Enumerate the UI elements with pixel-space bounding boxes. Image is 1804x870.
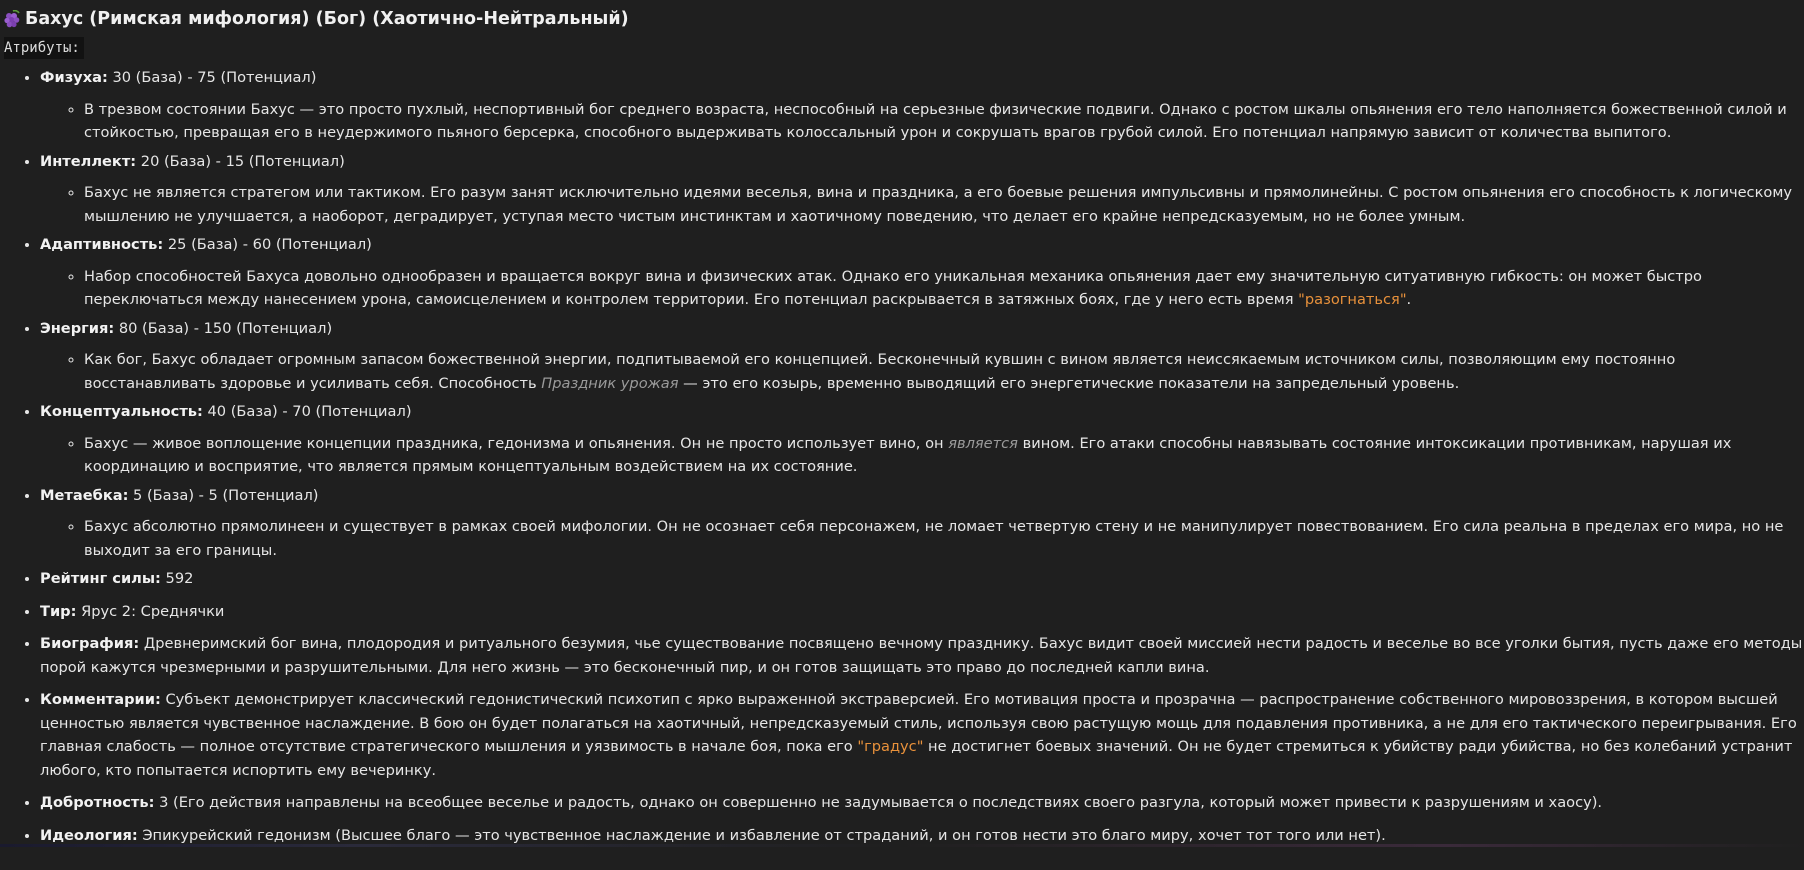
field-name: Комментарии: bbox=[40, 691, 161, 708]
field-value: 3 (Его действия направлены на всеобщее веселье и радость, однако он совершенно не задумывается о последствиях своего разгула, который может привести к разрушениям и хаосу). bbox=[159, 794, 1603, 811]
field-name: Рейтинг силы: bbox=[40, 570, 161, 587]
grapes-icon bbox=[4, 10, 21, 29]
attribute-physique bbox=[40, 66, 1804, 145]
highlight-text: "градус" bbox=[857, 738, 924, 755]
attributes-label: Атрибуты: bbox=[4, 37, 84, 59]
highlight-text: "разогнаться" bbox=[1298, 291, 1407, 308]
field-name: Добротность: bbox=[40, 794, 155, 811]
field-value: Ярус 2: Среднячки bbox=[81, 602, 225, 620]
attribute-value: 80 (База) - 150 (Потенциал) bbox=[118, 319, 333, 337]
emphasis-text: Праздник урожая bbox=[541, 374, 679, 392]
attribute-intellect bbox=[40, 150, 1804, 229]
attribute-name: Метаебка: bbox=[40, 486, 129, 504]
attribute-value: 40 (База) - 70 (Потенциал) bbox=[207, 403, 412, 420]
attribute-description: ◦ Бахус не является стратегом или тактиком. Его разум занят исключительно идеями веселья, вина и праздника, а его боевые решения импульсивны и прямолинейны. С ростом опьянения его способность к логическому мышлению не улучшается, а наоборот, деградирует, уступая место чистым инстинктам и хаотичному поведению, что делает его крайне непредсказуемым, но не более умным. bbox=[84, 181, 1804, 228]
attributes-list bbox=[4, 66, 1804, 847]
title-text: Бахус (Римская мифология) (Бог) (Хаотично-Нейтральный) bbox=[25, 9, 629, 29]
attribute-name: Концептуальность: bbox=[40, 403, 203, 420]
attribute-description: ◦ Бахус абсолютно прямолинеен и существует в рамках своей мифологии. Он не осознает себя персонажем, не ломает четвертую стену и не манипулирует повествованием. Его сила реальна в пределах его мира, но не выходит за его границы. bbox=[84, 515, 1804, 562]
emphasis-text: является bbox=[948, 434, 1018, 452]
field-name: Идеология: bbox=[40, 826, 138, 844]
attribute-conceptuality bbox=[40, 400, 1804, 479]
attribute-value: 30 (База) - 75 (Потенциал) bbox=[112, 69, 317, 86]
attribute-name: Интеллект: bbox=[40, 152, 137, 170]
attribute-value: 20 (База) - 15 (Потенциал) bbox=[140, 152, 345, 170]
attribute-adaptivity bbox=[40, 233, 1804, 312]
field-value: Древнеримский бог вина, плодородия и ритуального безумия, чье существование посвящено вечному празднику. Бахус видит своей миссией нести радость и веселье во все уголки бытия, пусть даже его методы порой кажутся чрезмерными и разрушительными. Для него жизнь — это бесконечный пир, и он готов защищать это право до последней капли вина. bbox=[40, 635, 1803, 676]
power-rating bbox=[40, 567, 1804, 591]
attribute-energy bbox=[40, 317, 1804, 396]
field-name: Тир: bbox=[40, 602, 77, 620]
field-value: Эпикурейский гедонизм (Высшее благо — это чувственное наслаждение и избавление от страданий, и он готов нести это благо миру, хочет тот того или нет). bbox=[142, 826, 1386, 844]
attribute-name: Физуха: bbox=[40, 69, 108, 86]
attribute-value: 25 (База) - 60 (Потенциал) bbox=[167, 236, 372, 253]
attribute-value: 5 (База) - 5 (Потенциал) bbox=[133, 486, 319, 504]
field-value: 592 bbox=[165, 570, 194, 587]
attribute-description: ◦ Бахус — живое воплощение концепции праздника, гедонизма и опьянения. Он не просто использует вино, он является вином. Его атаки способны навязывать состояние интоксикации противникам, нарушая их координацию и восприятие, что является прямым концептуальным воздействием на их состояние. bbox=[84, 432, 1804, 479]
bottom-divider bbox=[0, 844, 1804, 847]
tier bbox=[40, 600, 1804, 624]
attribute-meta bbox=[40, 484, 1804, 563]
attribute-description: ◦ Как бог, Бахус обладает огромным запасом божественной энергии, подпитываемой его концепцией. Бесконечный кувшин с вином является неиссякаемым источником силы, позволяющим ему постоянно восстанавливать здоровье и усиливать себя. Способность Праздник урожая — это его козырь, временно выводящий его энергетические показатели на запредельный уровень. bbox=[84, 348, 1804, 395]
attribute-name: Адаптивность: bbox=[40, 236, 164, 253]
comments: • Комментарии: Субъект демонстрирует классический гедонистический психотип с ярко выраженной экстраверсией. Его мотивация проста и прозрачна — распространение собственного мировоззрения, в котором высшей ценностью является чувственное наслаждение. В бою он будет полагаться на хаотичный, непредсказуемый стиль, используя свою растущую мощь для подавления противника, а не для его тактического переигрывания. Его главная слабость — полное отсутствие стратегического мышления и уязвимость в начале боя, пока его "градус" не достигнет боевых значений. Он не будет стремиться к убийству ради убийства, но без колебаний устранит любого, кто попытается испортить ему вечеринку. bbox=[40, 688, 1804, 782]
attribute-description: ◦ В трезвом состоянии Бахус — это просто пухлый, неспортивный бог среднего возраста, неспособный на серьезные физические подвиги. Однако с ростом шкалы опьянения его тело наполняется божественной силой и стойкостью, превращая его в неудержимого пьяного берсерка, способного выдерживать колоссальный урон и сокрушать врагов грубой силой. Его потенциал напрямую зависит от количества выпитого. bbox=[84, 98, 1804, 145]
attribute-description: ◦ Набор способностей Бахуса довольно однообразен и вращается вокруг вина и физических атак. Однако его уникальная механика опьянения дает ему значительную ситуативную гибкость: он может быстро переключаться между нанесением урона, самоисцелением и контролем территории. Его потенциал раскрывается в затяжных боях, где у него есть время "разогнаться". bbox=[84, 265, 1804, 312]
attribute-name: Энергия: bbox=[40, 319, 115, 337]
biography bbox=[40, 632, 1804, 679]
goodness bbox=[40, 791, 1804, 815]
field-name: Биография: bbox=[40, 635, 140, 652]
page-title bbox=[4, 6, 1804, 32]
